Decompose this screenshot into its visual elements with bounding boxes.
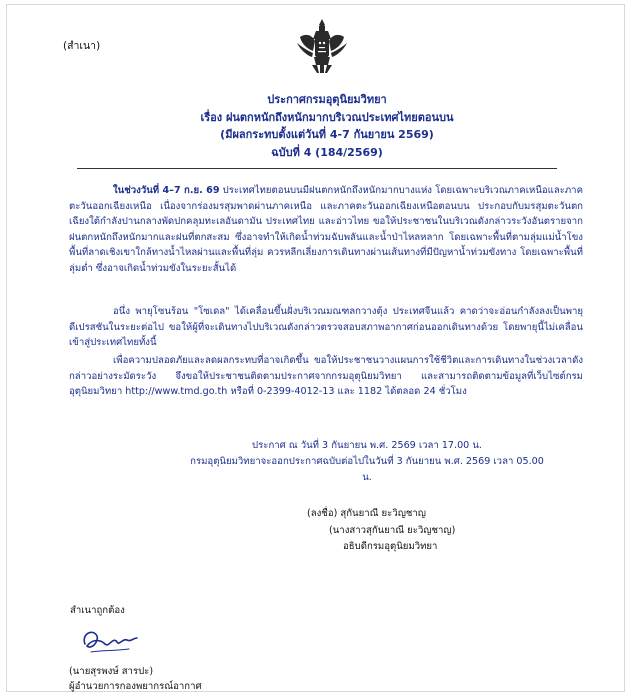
paragraph-lead: ในช่วงวันที่ 4–7 ก.ย. 69 [113,185,220,196]
announced-date: ประกาศ ณ วันที่ 3 กันยายน พ.ศ. 2569 เวลา 17.00 น. [252,440,482,451]
true-copy-label: สำเนาถูกต้อง [70,605,125,616]
certifier-position: ผู้อำนวยการกองพยากรณ์อากาศ [69,681,202,692]
paragraph-advisory [69,353,583,400]
title-divider [77,168,557,169]
dateline-block [187,438,547,486]
signatory-position: อธิบดีกรมอุตุนิยมวิทยา [343,541,438,552]
next-issue-date: กรมอุตุนิยมวิทยาจะออกประกาศฉบับต่อไปในวันที่ 3 กันยายน พ.ศ. 2569 เวลา 05.00 น. [190,456,544,483]
announcement-effect-period: (มีผลกระทบตั้งแต่วันที่ 4-7 กันยายน 2569) [220,128,434,141]
signed-by: (ลงชื่อ) สุกันยาณี ยะวิญชาญ [307,508,426,519]
certifier-block [69,664,202,694]
announcement-subject: เรื่อง ฝนตกหนักถึงหนักมากบริเวณประเทศไทยตอนบน [200,110,454,124]
paragraph-text: อนึ่ง พายุโซนร้อน "โซเดล" ได้เคลื่อนขึ้นฝั่งบริเวณมณฑลกวางตุ้ง ประเทศจีนแล้ว คาดว่าจะอ่อนกำลังลงเป็นพายุดีเปรสชันในระยะต่อไป ขอให้ผู้ที่จะเดินทางไปบริเวณดังกล่าวตรวจสอบสภาพอากาศก่อนออกเดินทางด้วย โดยพายุนี้ไม่เคลื่อนเข้าสู่ประเทศไทยทั้งนี้ [69,306,583,349]
signatory-full-name: (นางสาวสุกันยาณี ยะวิญชาญ) [329,524,456,536]
announcement-issue-number: ฉบับที่ 4 (184/2569) [271,145,383,159]
paragraph-weather-situation [69,183,583,277]
handwritten-signature-icon [79,624,141,658]
paragraph-text: เพื่อความปลอดภัยและลดผลกระทบที่อาจเกิดขึ้น ขอให้ประชาชนวางแผนการใช้ชีวิตและการเดินทางในช่วงเวลาดังกล่าวอย่างระมัดระวัง จึงขอให้ประชาชนติดตามประกาศจากกรมอุตุนิยมวิทยา และสามารถติดตามข้อมูลที่เว็บไซต์กรมอุตุนิยมวิทยา http://www.tmd.go.th หรือที่ 0-2399-4012-13 และ 1182 ได้ตลอด 24 ชั่วโมง [69,355,583,398]
document-page [6,4,625,692]
announcement-title: ประกาศกรมอุตุนิยมวิทยา [267,93,387,106]
garuda-emblem-icon [296,17,348,75]
signatory-block [307,506,527,556]
certifier-name: (นายสุรพงษ์ สารปะ) [69,666,154,677]
copy-mark: (สำเนา) [63,40,101,52]
paragraph-storm-note [69,304,583,351]
announcement-title-block [157,91,497,161]
paragraph-text: ประเทศไทยตอนบนมีฝนตกหนักถึงหนักมากบางแห่ง โดยเฉพาะบริเวณภาคเหนือและภาคตะวันออกเฉียงเหนือ เนื่องจากร่องมรสุมพาดผ่านภาคเหนือ และภาคตะวันออกเฉียงเหนือตอนบน ประกอบกับมรสุมตะวันตกเฉียงใต้กำลังปานกลางพัดปกคลุมทะเลอันดามัน ประเทศไทย และอ่าวไทย ขอให้ประชาชนในบริเวณดังกล่าวระวังอันตรายจากฝนตกหนักถึงหนักมากและฝนที่ตกสะสม ซึ่งอาจทำให้เกิดน้ำท่วมฉับพลันและน้ำป่าไหลหลาก โดยเฉพาะพื้นที่ตามลุ่มแม่น้ำโขง พื้นที่ลาดเชิงเขาใกล้ทางน้ำไหลผ่านและพื้นที่ลุ่ม ควรหลีกเลี่ยงการเดินทางผ่านเส้นทางที่มีปัญหาน้ำท่วมขังทาง โดยเฉพาะพื้นที่ลุ่มต่ำ ซึ่งอาจเกิดน้ำท่วมขังในระยะสั้นได้ [69,185,583,274]
